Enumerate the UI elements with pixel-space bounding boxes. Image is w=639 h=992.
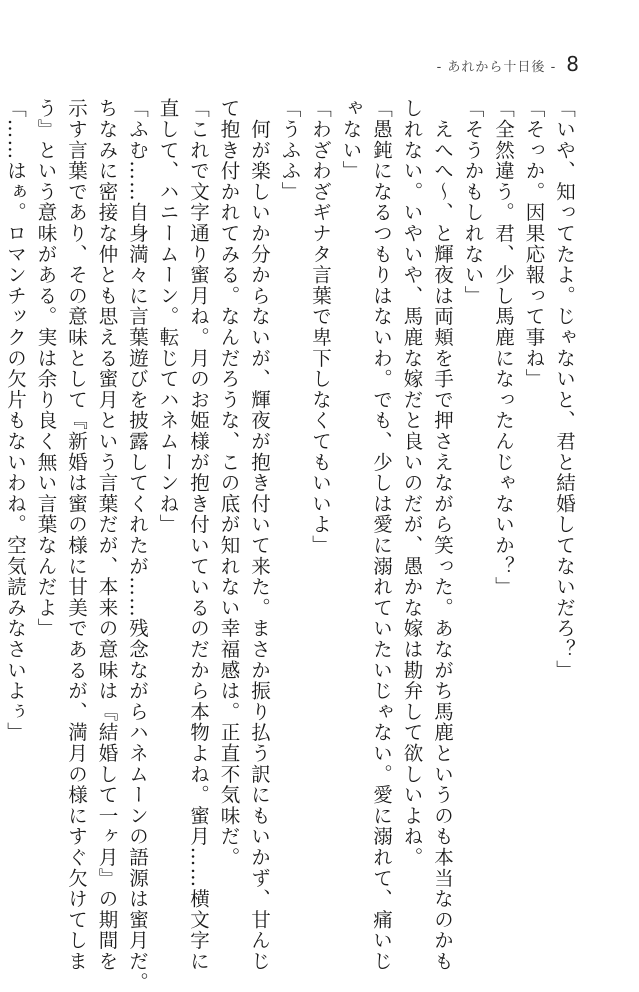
chapter-title: - あれから十日後 - <box>436 60 557 75</box>
text-line: 何が楽しいか分からないが、輝夜が抱き付いて来た。まさか振り払う訳にもいかず、甘んじ <box>248 98 271 972</box>
text-line: 「うふふ」 <box>278 98 302 202</box>
text-line: えへへ～、と輝夜は両頬を手で押さえながら笑った。あながち馬鹿というのも本当なのかも <box>431 98 454 972</box>
text-line: ゃない」 <box>339 98 363 182</box>
text-line: う』という意味がある。実は余り良く無い言葉なんだよ」 <box>34 98 58 639</box>
text-line: 「全然違う。君、少し馬鹿になったんじゃないか？」 <box>492 98 515 598</box>
vertical-body-text <box>4 98 579 992</box>
text-line: 示す言葉であり、その意味として『新婚は蜜の様に甘美であるが、満月の様にすぐ欠けてしま <box>65 98 88 972</box>
text-line: 「わざわざギナタ言葉で卑下しなくてもいいよ」 <box>309 98 332 556</box>
text-line: 「愚鈍になるつもりはないわ。でも、少しは愛に溺れていたいじゃない。愛に溺れて、痛いじ <box>370 98 393 972</box>
text-line: 「そうかもしれない」 <box>461 98 485 306</box>
text-line: 「そっか。因果応報って事ね」 <box>522 98 546 390</box>
text-line: 「いや、知ってたよ。じゃないと、君と結婚してないだろ？」 <box>553 98 576 681</box>
text-line: 「これで文字通り蜜月ね。月のお姫様が抱き付いているのだから本物よね。蜜月……横文字に <box>187 98 210 972</box>
text-line: しれない。いやいや、馬鹿な嫁だと良いのだが、愚かな嫁は勘弁して欲しいよね。 <box>400 98 424 868</box>
text-line: 「ふむ……自身満々に言葉遊びを披露してくれたが……残念ながらハネムーンの語源は蜜月だ。 <box>126 98 149 992</box>
page-number: 8 <box>566 52 579 76</box>
text-line: て抱き付かれてみる。なんだろうな、この底が知れない幸福感は。正直不気味だ。 <box>217 98 241 868</box>
text-line: 直して、ハニームーン。転じてハネムーンね」 <box>156 98 180 535</box>
text-line: 「……はぁ。ロマンチックの欠片もないわね。空気読みなさいよぅ」 <box>4 98 27 743</box>
running-header <box>437 52 579 76</box>
text-line: ちなみに密接な仲とも思える蜜月という言葉だが、本来の意味は『結婚して一ヶ月』の期間を <box>95 98 119 972</box>
